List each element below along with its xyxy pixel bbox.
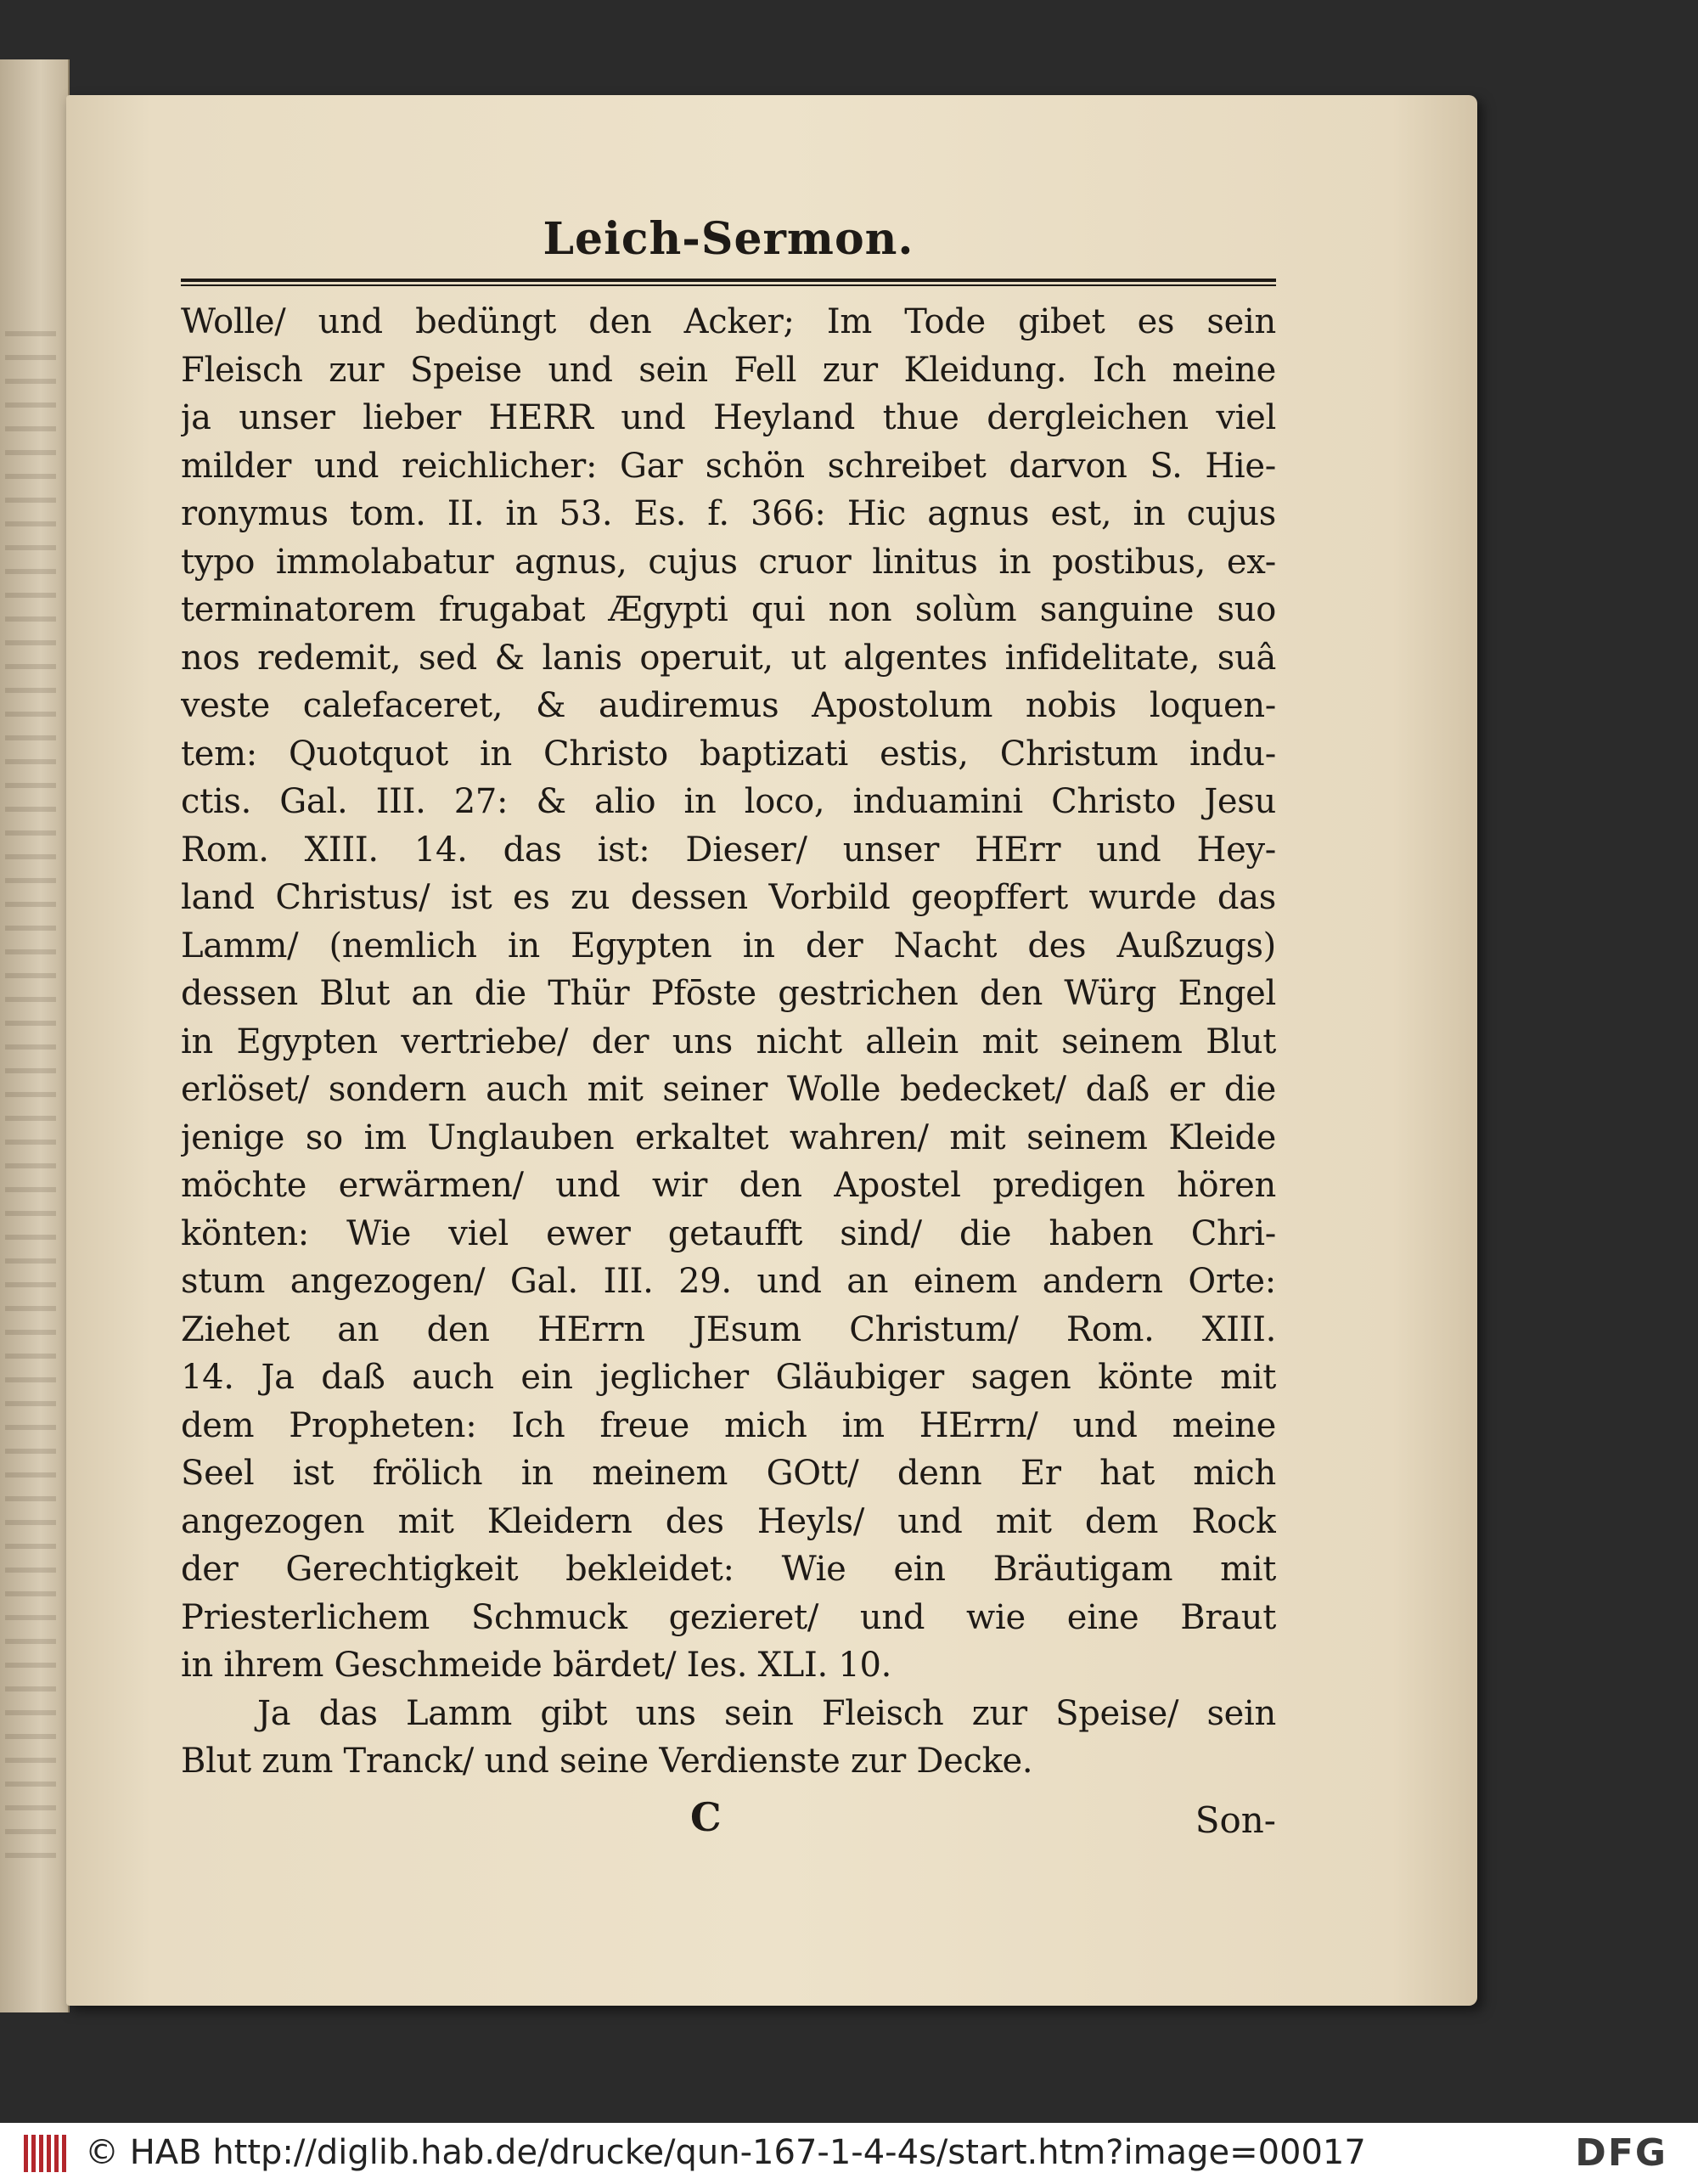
body-text (181, 298, 1276, 1786)
text-line: stum angezogen/ Gal. III. 29. und an einem andern Orte: (181, 1262, 1276, 1301)
text-line: Seel ist frölich in meinem GOtt/ denn Er hat mich (181, 1454, 1276, 1493)
text-line: Ja das Lamm gibt uns sein Fleisch zur Speise/ sein (257, 1693, 1276, 1733)
text-line: der Gerechtigkeit bekleidet: Wie ein Bräutigam mit (181, 1550, 1276, 1589)
credit-bar (0, 2123, 1698, 2184)
text-line: typo immolabatur agnus, cujus cruor linitus in postibus, ex- (181, 542, 1276, 582)
facing-page-text-bleed (5, 331, 56, 1860)
running-head: Leich-Sermon. (543, 213, 914, 265)
signature-mark: C (690, 1793, 722, 1840)
text-line: Rom. XIII. 14. das ist: Dieser/ unser HErr und Hey- (181, 830, 1276, 870)
text-line: tem: Quotquot in Christo baptizati estis, Christum indu- (181, 734, 1276, 774)
text-line: in Egypten vertriebe/ der uns nicht allein mit seinem Blut (181, 1022, 1276, 1061)
text-line: Blut zum Tranck/ und seine Verdienste zur Decke. (181, 1742, 1033, 1781)
catchword: Son- (1195, 1798, 1276, 1841)
page-footer (181, 1794, 1276, 1854)
text-line: dem Propheten: Ich freue mich im HErrn/ und meine (181, 1405, 1276, 1445)
text-line: 14. Ja daß auch ein jeglicher Gläubiger sagen könte mit (181, 1358, 1276, 1397)
text-line: Wolle/ und bedüngt den Acker; Im Tode gibet es sein (181, 302, 1276, 341)
text-line: erlöset/ sondern auch mit seiner Wolle bedecket/ daß er die (181, 1070, 1276, 1109)
text-line: Ziehet an den HErrn JEsum Christum/ Rom. XIII. (181, 1309, 1276, 1349)
text-line: ronymus tom. II. in 53. Es. f. 366: Hic agnus est, in cujus (181, 494, 1276, 533)
text-line: ja unser lieber HERR und Heyland thue dergleichen viel (181, 398, 1276, 437)
head-rule (181, 279, 1276, 286)
facing-page-edge (0, 59, 70, 2012)
text-line: Lamm/ (nemlich in Egypten in der Nacht des Außzugs) (181, 926, 1276, 965)
text-line: angezogen mit Kleidern des Heyls/ und mit dem Rock (181, 1501, 1276, 1541)
book-page (66, 95, 1477, 2006)
text-line: veste calefaceret, & audiremus Apostolum nobis loquen- (181, 686, 1276, 725)
text-line: ctis. Gal. III. 27: & alio in loco, induamini Christo Jesu (181, 782, 1276, 821)
text-line: jenige so im Unglauben erkaltet wahren/ mit seinem Kleide (181, 1117, 1276, 1157)
text-line: terminatorem frugabat Ægypti qui non solùm sanguine suo (181, 590, 1276, 629)
text-line: dessen Blut an die Thür Pfōste gestrichen den Würg Engel (181, 974, 1276, 1013)
page-text-block (181, 205, 1276, 1904)
credit-link[interactable]: © HAB http://diglib.hab.de/drucke/qun-167-1-4-4s/start.htm?image=00017 (85, 2133, 1366, 2172)
text-line: könten: Wie viel ewer getaufft sind/ die haben Chri- (181, 1213, 1276, 1253)
text-line: möchte erwärmen/ und wir den Apostel predigen hören (181, 1166, 1276, 1205)
hab-barcode-icon (24, 2135, 70, 2172)
text-line: in ihrem Geschmeide bärdet/ Ies. XLI. 10. (181, 1646, 892, 1685)
text-line: land Christus/ ist es zu dessen Vorbild geopffert wurde das (181, 878, 1276, 917)
text-line: nos redemit, sed & lanis operuit, ut algentes infidelitate, suâ (181, 638, 1276, 678)
dfg-logo: DFG (1575, 2131, 1667, 2175)
text-line: milder und reichlicher: Gar schön schreibet darvon S. Hie- (181, 446, 1276, 486)
text-line: Priesterlichem Schmuck gezieret/ und wie eine Braut (181, 1597, 1276, 1637)
text-line: Fleisch zur Speise und sein Fell zur Kleidung. Ich meine (181, 350, 1276, 390)
